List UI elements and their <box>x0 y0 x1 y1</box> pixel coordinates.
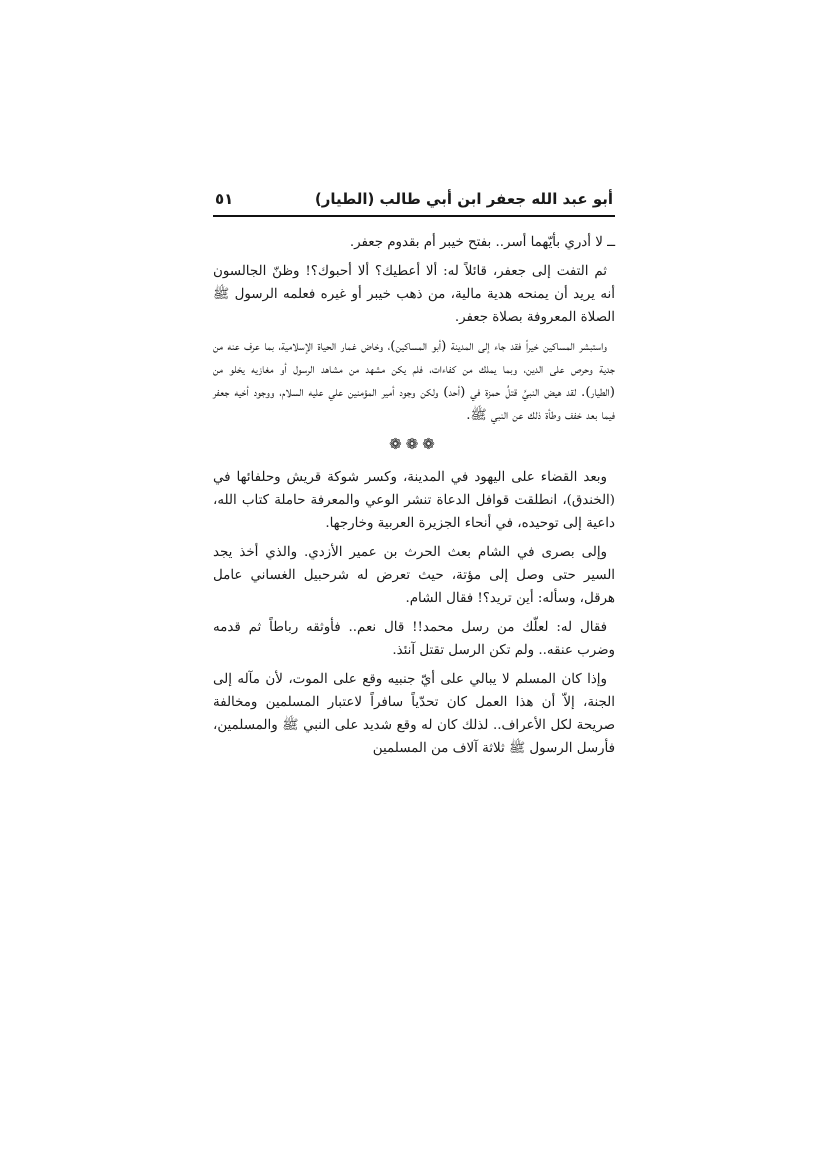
section-ornament: ❁❁❁ <box>389 435 439 453</box>
header-rule <box>213 215 615 217</box>
paragraph-1: ــ لا أدري بأيّهما أسر.. بفتح خيبر أم بقدوم جعفر. <box>349 235 615 250</box>
paragraph-2: ثم التفت إلى جعفر، قائلاً له: ألا أعطيك؟ ألا أحبوك؟! وظنّ الجالسون أنه يريد أن يمنحه هدية مالية، من ذهب خيبر أو غيره فعلمه الرسول ﷺ الصلاة المعروفة بصلاة جعفر. <box>213 264 615 325</box>
book-page <box>213 190 615 766</box>
running-header <box>213 190 615 215</box>
paragraph-4: وبعد القضاء على اليهود في المدينة، وكسر شوكة قريش وحلفائها في (الخندق)، انطلقت قوافل الدعاة تنشر الوعي والمعرفة حاملة كتاب الله، داعية إلى توحيده، في أنحاء الجزيرة العربية وخارجها. <box>213 470 615 531</box>
page-body <box>213 231 615 760</box>
paragraph-5: وإلى بصرى في الشام بعث الحرث بن عمير الأزدي. والذي أخذ يجد السير حتى وصل إلى مؤتة، حيث تعرض له شرحبيل الغساني عامل هرقل، وسأله: أين تريد؟! فقال الشام. <box>213 545 615 606</box>
paragraph-6: فقال له: لعلّك من رسل محمد!! قال نعم.. فأوثقه رباطاً ثم قدمه وضرب عنقه.. ولم تكن الرسل تقتل آنئذ. <box>213 620 615 658</box>
paragraph-3: واستبشر المساكين خيراً فقد جاء إلى المدينة (أبو المساكين)، وخاض غمار الحياة الإسلامية، بما عرف عنه من جدية وحرص على الدين، وبما يملك من كفاءات، فلم يكن مشهد من مشاهد الرسول أو مغازيه يخلو من (الطيار). لقد هيض النبيَّ قتلُ حمزة في (أحد) ولكن وجود أمير المؤمنين علي عليه السلام، ووجود أخيه جعفر فيما بعد خفف وطأة ذلك عن النبي ﷺ. <box>213 339 615 423</box>
paragraph-7: وإذا كان المسلم لا يبالي على أيّ جنبيه وقع على الموت، لأن مآله إلى الجنة، إلاّ أن هذا العمل كان تحدّياً سافراً لاعتبار المسلمين ومخالفة صريحة لكل الأعراف.. لذلك كان له وقع شديد على النبي ﷺ والمسلمين، فأرسل الرسول ﷺ ثلاثة آلاف من المسلمين <box>213 672 615 756</box>
running-title: أبو عبد الله جعفر ابن أبي طالب (الطيار) <box>314 190 613 208</box>
page-number: ٥١ <box>215 190 234 208</box>
